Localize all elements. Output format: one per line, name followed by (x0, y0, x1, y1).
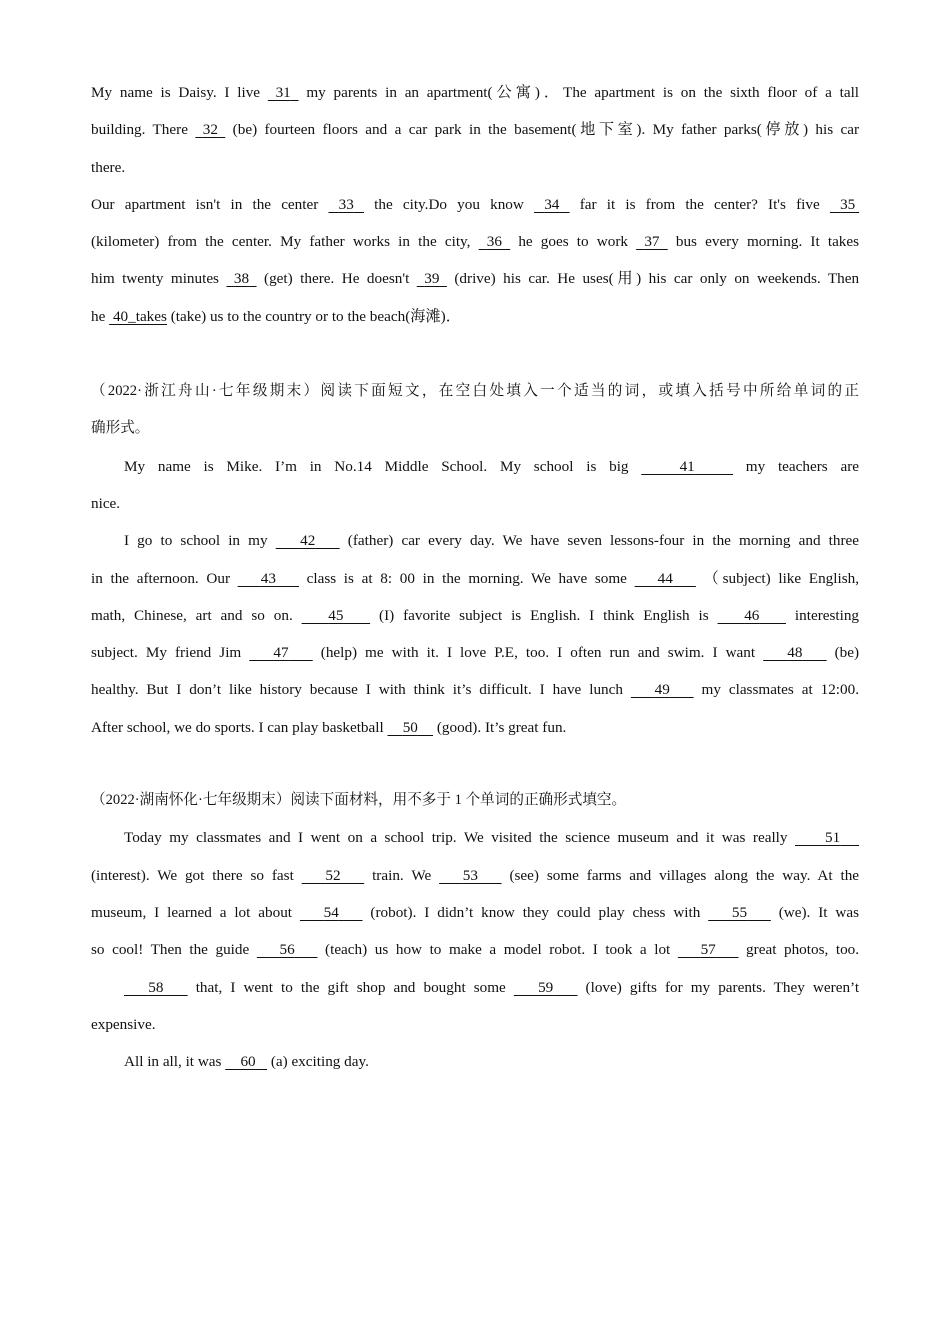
blank-31[interactable]: 31 (275, 84, 291, 101)
blank-43[interactable]: 43 (260, 569, 276, 587)
passage-line: nice. (91, 494, 121, 512)
passage-line: All in all, it was 60 (a) exciting day. (124, 1053, 369, 1071)
blank-57[interactable]: 57 (700, 941, 716, 959)
passage-line: subject. My friend Jim 47 (help) me with it. I love P.E, too. I often run and swim. I want 48 (be) (91, 644, 860, 662)
blank-47[interactable]: 47 (273, 644, 289, 662)
blank-46[interactable]: 46 (744, 606, 760, 624)
blank-41[interactable]: 41 (679, 457, 695, 475)
blank-48[interactable]: 48 (787, 644, 803, 662)
blank-32[interactable]: 32 (202, 121, 218, 139)
passage-line: My name is Daisy. I live 31 my parents in an apartment(公寓)．The apartment is on the sixth floor of a tall (91, 84, 860, 101)
passage-line: math, Chinese, art and so on. 45 (I) favorite subject is English. I think English is 46 interesting (91, 606, 860, 624)
blank-44[interactable]: 44 (657, 569, 673, 587)
section-gap (91, 746, 859, 782)
blank-56[interactable]: 56 (279, 941, 295, 959)
blank-36[interactable]: 36 (486, 233, 502, 251)
passage-line: (kilometer) from the center. My father works in the city, 36 he goes to work 37 bus every morning. It takes (91, 233, 860, 251)
passage-line: so cool! Then the guide 56 (teach) us how to make a model robot. I took a lot 57 great photos, too. (91, 941, 860, 959)
blank-53[interactable]: 53 (462, 866, 478, 884)
blank-38[interactable]: 38 (233, 270, 250, 288)
blank-42[interactable]: 42 (300, 532, 316, 550)
passage-line: there. (91, 158, 126, 176)
passage-line: in the afternoon. Our 43 class is at 8: 00 in the morning. We have some 44 （subject) like English, (91, 569, 860, 587)
passage-1 (91, 74, 859, 335)
blank-33[interactable]: 33 (338, 195, 354, 213)
blank-50[interactable]: 50 (402, 718, 418, 736)
passage-line: building. There 32 (be) fourteen floors and a car park in the basement(地下室). My father parks(停放) his car (91, 121, 860, 139)
passage-line: him twenty minutes 38 (get) there. He doesn't 39 (drive) his car. He uses(用) his car only on weekends. Then (91, 270, 860, 288)
passage-line: expensive. (91, 1015, 156, 1033)
blank-52[interactable]: 52 (325, 866, 341, 884)
blank-59[interactable]: 59 (538, 978, 554, 996)
blank-51[interactable]: 51 (825, 829, 841, 847)
passage-3 (91, 782, 859, 1080)
section-header-cont: 确形式。 (91, 420, 150, 437)
blank-55[interactable]: 55 (731, 903, 748, 921)
section-header: （2022·湖南怀化·七年级期末）阅读下面材料，用不多于 1 个单词的正确形式填空。 (91, 792, 627, 809)
passage-line: museum, I learned a lot about 54 (robot). I didn’t know they could play chess with 55 (we). It was (91, 903, 860, 921)
passage-2 (91, 373, 859, 746)
passage-line: After school, we do sports. I can play basketball 50 (good). It’s great fun. (91, 718, 567, 736)
blank-35[interactable]: 35 (840, 195, 856, 213)
passage-line: My name is Mike. I’m in No.14 Middle School. My school is big 41 my teachers are (124, 457, 860, 475)
section-header: （2022·浙江舟山·七年级期末）阅读下面短文，在空白处填入一个适当的词，或填入括号中所给单词的正 (91, 383, 859, 400)
blank-39[interactable]: 39 (424, 270, 440, 288)
passage-line: (interest). We got there so fast 52 train. We 53 (see) some farms and villages along the way. At the (91, 866, 860, 884)
blank-45[interactable]: 45 (328, 606, 344, 624)
blank-40-answer[interactable]: 40_takes (112, 307, 167, 325)
passage-line: Today my classmates and I went on a school trip. We visited the science museum and it was really 51 (91, 819, 859, 856)
passage-line: healthy. But I don’t like history because I with think it’s difficult. I have lunch 49 my classmates at 12:00. (91, 681, 859, 699)
blank-58[interactable]: 58 (148, 978, 164, 996)
blank-37[interactable]: 37 (644, 233, 660, 251)
section-gap (91, 335, 859, 373)
passage-line: I go to school in my 42 (father) car every day. We have seven lessons-four in the morning and three (124, 532, 860, 550)
passage-line: he 40_takes (take) us to the country or to the beach(海滩)． (91, 307, 461, 325)
passage-line: Our apartment isn't in the center 33 the city.Do you know 34 far it is from the center? It's five 35 (91, 186, 859, 223)
blank-34[interactable]: 34 (544, 195, 560, 213)
blank-54[interactable]: 54 (323, 903, 339, 921)
blank-60[interactable]: 60 (240, 1053, 256, 1071)
blank-49[interactable]: 49 (654, 681, 670, 699)
passage-line: 58 that, I went to the gift shop and bought some 59 (love) gifts for my parents. They weren’t (91, 969, 859, 1006)
worksheet-page (91, 74, 859, 1080)
